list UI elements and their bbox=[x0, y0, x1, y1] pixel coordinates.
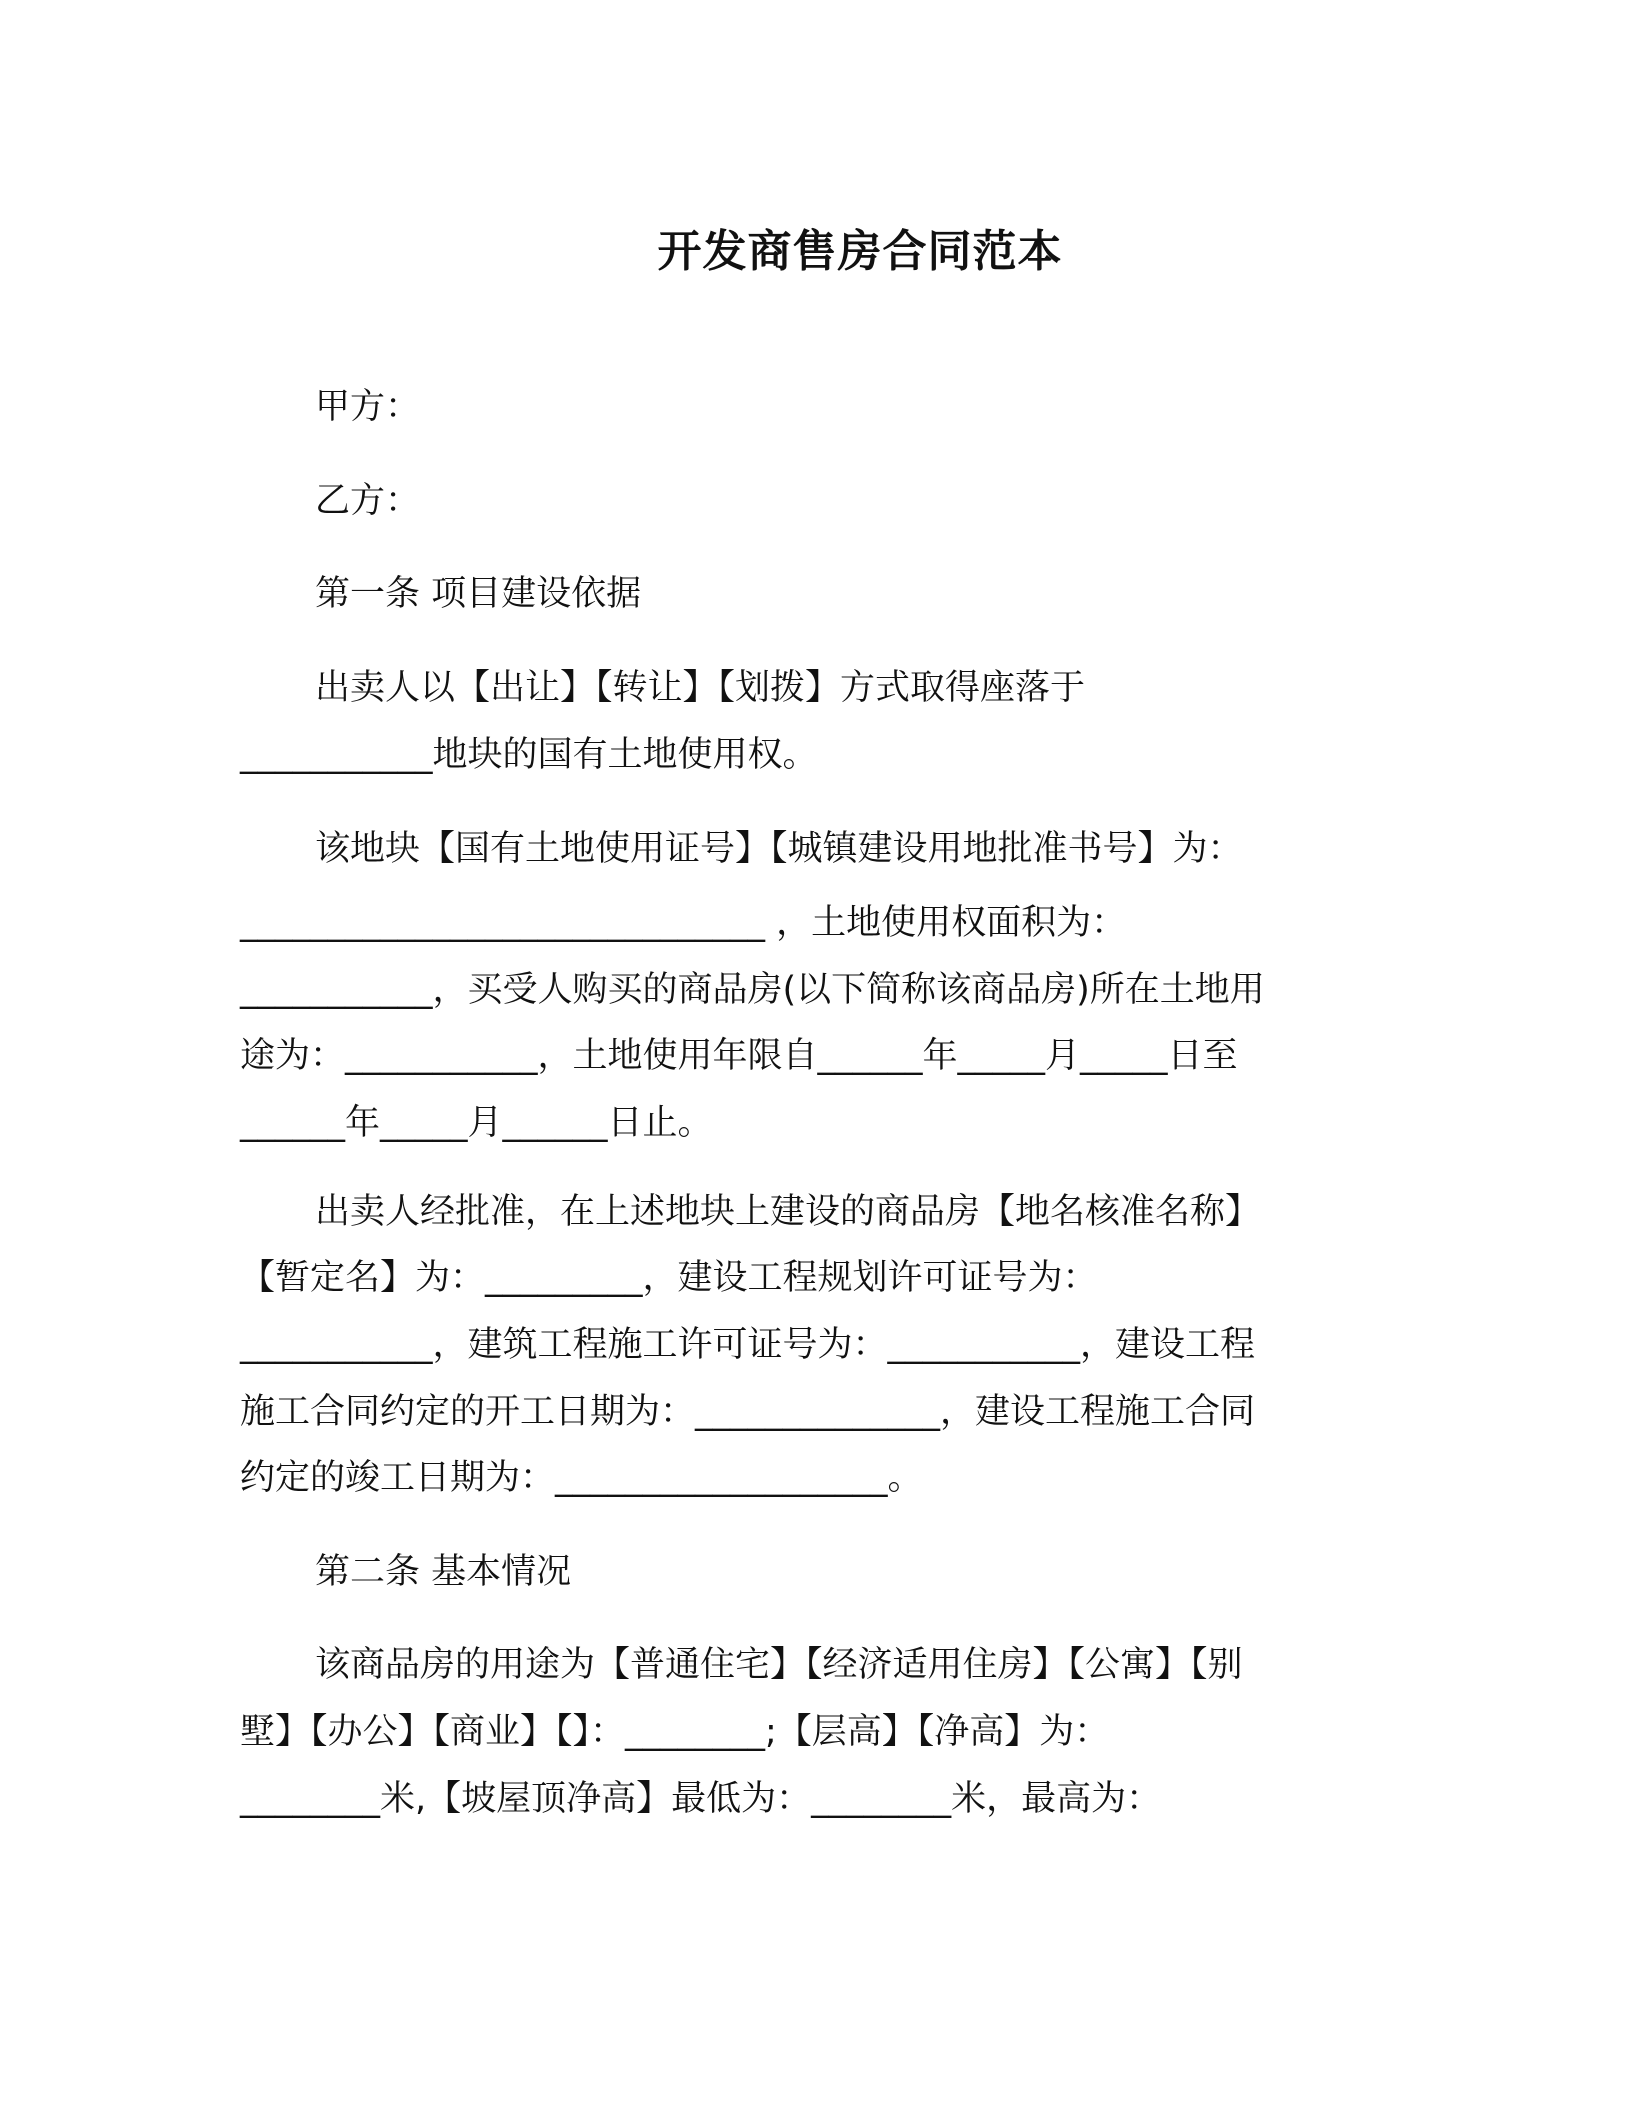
body-line: ______年_____月______日止。 bbox=[240, 1103, 713, 1143]
article-2-heading: 第二条 基本情况 bbox=[315, 1552, 572, 1592]
article-1-heading: 第一条 项目建设依据 bbox=[315, 574, 642, 614]
body-line: 出卖人以【出让】【转让】【划拨】方式取得座落于 bbox=[315, 668, 1086, 708]
body-line: 该地块【国有土地使用证号】【城镇建设用地批准书号】为： bbox=[315, 829, 1243, 869]
party-b-label: 乙方： bbox=[315, 481, 421, 521]
body-line: 施工合同约定的开工日期为：______________，建设工程施工合同 bbox=[240, 1392, 1256, 1432]
body-line: ___________地块的国有土地使用权。 bbox=[240, 735, 818, 775]
body-line: 出卖人经批准，在上述地块上建设的商品房【地名核准名称】 bbox=[315, 1192, 1261, 1232]
body-line: ________米,【坡屋顶净高】最低为：________米，最高为： bbox=[240, 1779, 1162, 1819]
body-line: 【暂定名】为：_________，建设工程规划许可证号为： bbox=[240, 1258, 1098, 1298]
document-title: 开发商售房合同范本 bbox=[657, 226, 1063, 277]
body-line: ___________，买受人购买的商品房(以下简称该商品房)所在土地用 bbox=[240, 970, 1265, 1010]
body-line: 途为：___________，土地使用年限自______年_____月_____日至 bbox=[240, 1036, 1238, 1076]
party-a-label: 甲方： bbox=[315, 387, 421, 427]
body-line: ______________________________ ，土地使用权面积为： bbox=[240, 903, 1127, 943]
body-line: 该商品房的用途为【普通住宅】【经济适用住房】【公寓】【别 bbox=[315, 1645, 1243, 1685]
body-line: 约定的竣工日期为：___________________。 bbox=[240, 1458, 923, 1498]
body-line: ___________，建筑工程施工许可证号为：___________，建设工程 bbox=[240, 1325, 1256, 1365]
body-line: 墅】【办公】【商业】【】：________;【层高】【净高】为： bbox=[240, 1712, 1110, 1752]
